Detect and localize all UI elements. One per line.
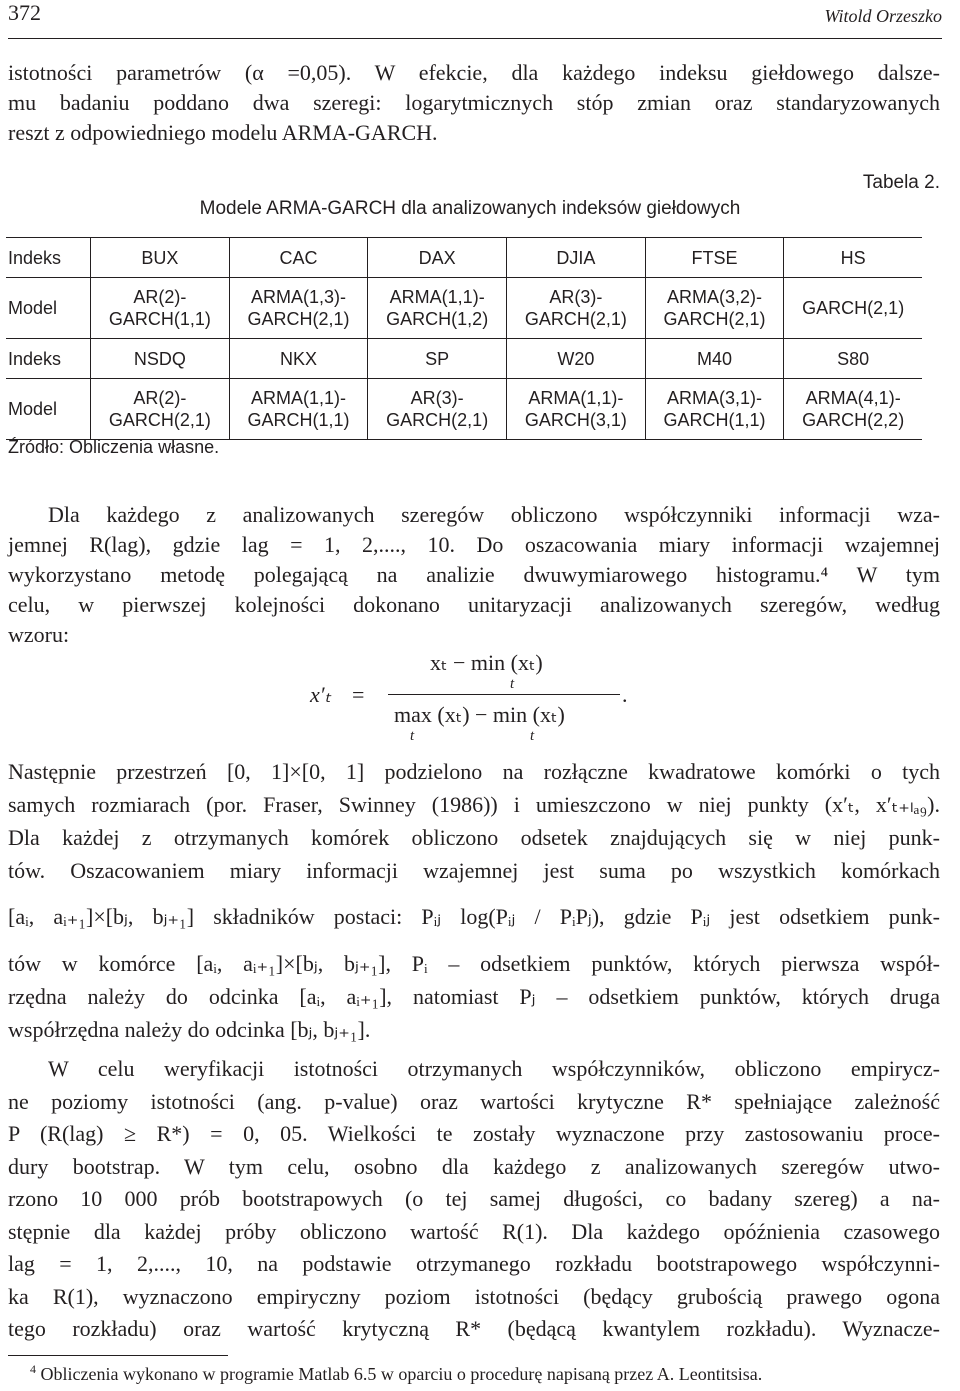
formula-subscript: t bbox=[510, 676, 515, 692]
text-line: Dla każdej z otrzymanych komórek obliczono odsetek znajdujących się w niej punk- bbox=[8, 825, 940, 850]
model-line: AR(3)- bbox=[410, 388, 464, 408]
table-source: Źródło: Obliczenia własne. bbox=[8, 437, 220, 457]
row-label: Indeks bbox=[6, 238, 91, 278]
model-cell bbox=[91, 379, 230, 440]
text-line: wykorzystano metodę polegającą na analizie dwuwymiarowego histogramu.⁴ W tym bbox=[8, 562, 940, 587]
models-table bbox=[6, 237, 922, 440]
model-line: GARCH(1,1) bbox=[108, 309, 211, 329]
model-cell bbox=[507, 278, 646, 339]
text-line: dury bootstrap. W tym celu, osobno dla każdego z analizowanych szeregów utwo- bbox=[8, 1153, 940, 1179]
index-cell: S80 bbox=[784, 339, 922, 379]
text-line: ka R(1), wyznaczono empiryczny poziom istotności (będący grubością prawego ogona bbox=[8, 1283, 940, 1309]
text-line: istotności parametrów (α =0,05). W efekcie, dla każdego indeksu giełdowego dalsze- bbox=[8, 60, 940, 85]
paragraph-bootstrap bbox=[8, 1053, 940, 1346]
text-line: tów. Oszacowaniem miary informacji wzajemnej jest suma po wszystkich komórkach bbox=[8, 858, 940, 883]
footnote-rule bbox=[8, 1355, 228, 1356]
formula-equals: = bbox=[352, 682, 365, 707]
text-line: współrzędna należy do odcinka [bⱼ, bⱼ₊₁]. bbox=[8, 1017, 371, 1042]
text-line: reszt z odpowiedniego modelu ARMA-GARCH. bbox=[8, 120, 438, 145]
text-line: wzoru: bbox=[8, 622, 70, 647]
model-line: GARCH(3,1) bbox=[524, 410, 627, 430]
model-line: GARCH(2,1) bbox=[108, 410, 211, 430]
formula-numerator: xₜ − min (xₜ) bbox=[430, 650, 543, 675]
text-line: P (R(lag) ≥ R*) = 0, 05. Wielkości te zostały wyznaczone przy zastosowaniu proce- bbox=[8, 1121, 940, 1146]
model-line: ARMA(1,1)- bbox=[528, 388, 624, 408]
index-cell: BUX bbox=[91, 238, 230, 278]
model-cell bbox=[229, 379, 368, 440]
footnote-text: Obliczenia wykonano w programie Matlab 6.5 w oparciu o procedurę napisaną przez A. Leontitsisa. bbox=[40, 1364, 763, 1384]
formula-lhs: x′ₜ bbox=[310, 682, 332, 707]
text-line: celu, w pierwszej kolejności dokonano unitaryzacji analizowanych szeregów, według bbox=[8, 592, 940, 617]
paragraph-histogram-method bbox=[8, 755, 940, 1046]
formula-period: . bbox=[622, 682, 628, 707]
running-header bbox=[8, 0, 942, 39]
index-cell: M40 bbox=[645, 339, 784, 379]
table-row bbox=[6, 339, 922, 379]
text-line: mu badaniu poddano dwa szeregi: logarytmicznych stóp zmian oraz standaryzowanych bbox=[8, 90, 940, 115]
model-cell bbox=[91, 278, 230, 339]
table-row bbox=[6, 379, 922, 440]
model-line: GARCH(2,1) bbox=[386, 410, 489, 430]
row-label: Model bbox=[6, 379, 91, 440]
table-label: Tabela 2. bbox=[862, 172, 940, 193]
text-line: W celu weryfikacji istotności otrzymanych współczynników, obliczono empirycz- bbox=[48, 1056, 940, 1081]
model-line: GARCH(2,1) bbox=[802, 298, 905, 318]
text-line: [aᵢ, aᵢ₊₁]×[bⱼ, bⱼ₊₁] składników postaci: Pᵢⱼ log(Pᵢⱼ / PᵢPⱼ), gdzie Pᵢⱼ jest odsetkiem punk- bbox=[8, 904, 940, 929]
model-line: AR(2)- bbox=[133, 388, 187, 408]
text-line: Dla każdego z analizowanych szeregów obliczono współczynniki informacji wza- bbox=[48, 502, 940, 527]
text-line: tów w komórce [aᵢ, aᵢ₊₁]×[bⱼ, bⱼ₊₁], Pᵢ – odsetkiem punktów, których pierwsza współ- bbox=[8, 951, 940, 976]
model-cell bbox=[368, 278, 507, 339]
fraction-bar bbox=[388, 694, 620, 695]
model-line: ARMA(1,3)- bbox=[251, 287, 347, 307]
text-line: Następnie przestrzeń [0, 1]×[0, 1] podzielono na rozłączne kwadratowe komórki o tych bbox=[8, 759, 940, 784]
index-cell: CAC bbox=[229, 238, 368, 278]
model-cell bbox=[368, 379, 507, 440]
text-line: rzono 10 000 prób bootstrapowych (o tej samej długości, co badany szereg) a na- bbox=[8, 1186, 940, 1211]
text-line: ne poziomy istotności (ang. p-value) oraz wartości krytyczne R* spełniające zależność bbox=[8, 1088, 940, 1114]
model-line: GARCH(1,1) bbox=[247, 410, 350, 430]
index-cell: NSDQ bbox=[91, 339, 230, 379]
paragraph-mutual-information bbox=[8, 500, 940, 650]
unitarization-formula bbox=[310, 640, 650, 750]
index-cell: DAX bbox=[368, 238, 507, 278]
page-number: 372 bbox=[8, 0, 41, 25]
text-line: rzędna należy do odcinka [aᵢ, aᵢ₊₁], natomiast Pⱼ – odsetkiem punktów, których druga bbox=[8, 984, 940, 1009]
model-cell bbox=[645, 379, 784, 440]
text-line: samych rozmiarach (por. Fraser, Swinney (1986)) i umieszczono w niej punkty (x′ₜ, x′ₜ₊ₗₐ₉). bbox=[8, 792, 940, 817]
formula-subscript: t bbox=[410, 728, 415, 744]
footnote-mark: 4 bbox=[30, 1362, 36, 1376]
index-cell: NKX bbox=[229, 339, 368, 379]
model-line: AR(3)- bbox=[549, 287, 603, 307]
row-label: Indeks bbox=[6, 339, 91, 379]
model-line: GARCH(2,1) bbox=[247, 309, 350, 329]
model-line: GARCH(2,1) bbox=[663, 309, 766, 329]
model-cell bbox=[784, 278, 922, 339]
index-cell: DJIA bbox=[507, 238, 646, 278]
index-cell: SP bbox=[368, 339, 507, 379]
formula-denominator: max (xₜ) − min (xₜ) bbox=[394, 702, 565, 727]
model-line: GARCH(1,1) bbox=[663, 410, 766, 430]
index-cell: W20 bbox=[507, 339, 646, 379]
index-cell: FTSE bbox=[645, 238, 784, 278]
model-line: ARMA(1,1)- bbox=[251, 388, 347, 408]
model-line: ARMA(4,1)- bbox=[805, 388, 901, 408]
text-line: tego rozkładu) oraz wartość krytyczną R* (będącą kwantylem rozkładu). Wyznacze- bbox=[8, 1316, 940, 1341]
text-line: jemnej R(lag), gdzie lag = 1, 2,...., 10. Do oszacowania miary informacji wzajemnej bbox=[8, 532, 940, 557]
running-author: Witold Orzeszko bbox=[824, 6, 942, 26]
model-line: GARCH(2,1) bbox=[524, 309, 627, 329]
model-cell bbox=[507, 379, 646, 440]
table-row bbox=[6, 278, 922, 339]
model-line: GARCH(2,2) bbox=[802, 410, 905, 430]
formula-subscript: t bbox=[530, 728, 535, 744]
model-cell bbox=[784, 379, 922, 440]
text-line: stępnie dla każdej próby obliczono wartość R(1). Dla każdego opóźnienia czasowego bbox=[8, 1218, 940, 1244]
model-line: GARCH(1,2) bbox=[386, 309, 489, 329]
index-cell: HS bbox=[784, 238, 922, 278]
table-row bbox=[6, 238, 922, 278]
model-line: ARMA(3,2)- bbox=[667, 287, 763, 307]
model-cell bbox=[229, 278, 368, 339]
table-title: Modele ARMA-GARCH dla analizowanych indeksów giełdowych bbox=[199, 198, 741, 219]
model-cell bbox=[645, 278, 784, 339]
row-label: Model bbox=[6, 278, 91, 339]
intro-paragraph bbox=[8, 58, 940, 148]
footnote bbox=[30, 1362, 762, 1385]
model-line: ARMA(3,1)- bbox=[667, 388, 763, 408]
model-line: AR(2)- bbox=[133, 287, 187, 307]
model-line: ARMA(1,1)- bbox=[389, 287, 485, 307]
text-line: lag = 1, 2,...., 10, na podstawie otrzymanego rozkładu bootstrapowego współczynni- bbox=[8, 1251, 940, 1276]
